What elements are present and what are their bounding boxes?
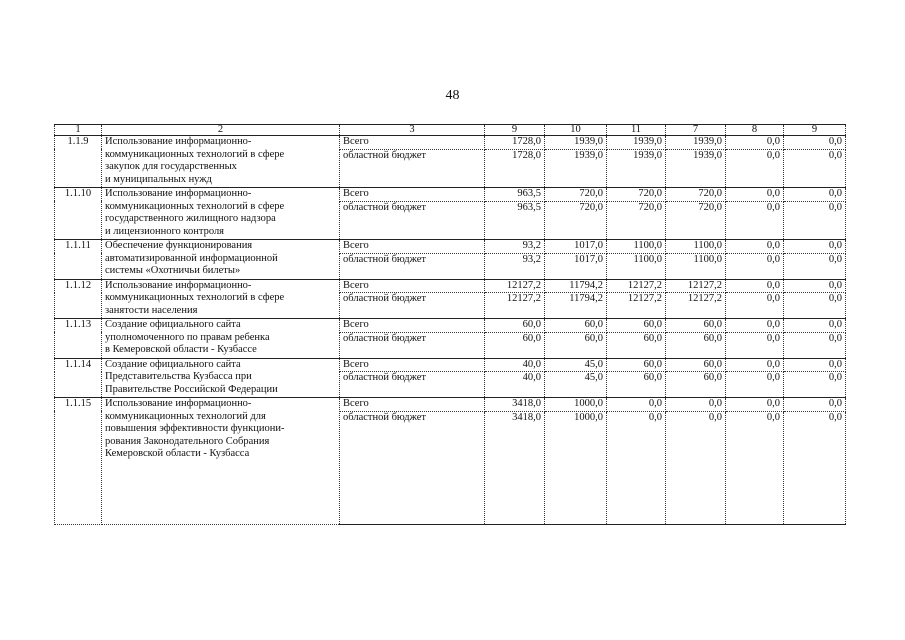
value-cell: 0,0 xyxy=(784,398,846,412)
description-line: Представительства Кузбасса при xyxy=(105,371,252,382)
funding-source: Всего xyxy=(340,279,485,293)
value-cell: 12127,2 xyxy=(666,293,726,319)
value-cell: 1939,0 xyxy=(545,136,607,150)
funding-source: областной бюджет xyxy=(340,411,485,524)
table-row xyxy=(55,136,846,150)
value-cell: 0,0 xyxy=(666,398,726,412)
description-line: Использование информационно- xyxy=(105,188,252,199)
value-cell: 1100,0 xyxy=(607,253,666,279)
item-code: 1.1.12 xyxy=(55,279,102,319)
value-cell: 1017,0 xyxy=(545,253,607,279)
funding-source: Всего xyxy=(340,136,485,150)
column-header: 9 xyxy=(485,125,545,136)
value-cell: 11794,2 xyxy=(545,279,607,293)
value-cell: 3418,0 xyxy=(485,411,545,524)
description-line: повышения эффективности функциони- xyxy=(105,423,285,434)
value-cell: 11794,2 xyxy=(545,293,607,319)
column-header: 10 xyxy=(545,125,607,136)
funding-source: Всего xyxy=(340,188,485,202)
value-cell: 0,0 xyxy=(607,411,666,524)
value-cell: 1939,0 xyxy=(666,149,726,188)
funding-source: Всего xyxy=(340,319,485,333)
value-cell: 0,0 xyxy=(784,358,846,372)
value-cell: 1000,0 xyxy=(545,398,607,412)
table-row xyxy=(55,319,846,333)
value-cell: 0,0 xyxy=(726,149,784,188)
value-cell: 0,0 xyxy=(726,398,784,412)
header-row xyxy=(55,125,846,136)
value-cell: 720,0 xyxy=(607,188,666,202)
value-cell: 0,0 xyxy=(784,293,846,319)
value-cell: 60,0 xyxy=(607,358,666,372)
value-cell: 0,0 xyxy=(726,201,784,240)
description-line: уполномоченного по правам ребенка xyxy=(105,331,270,343)
item-code: 1.1.9 xyxy=(55,136,102,188)
page-number: 48 xyxy=(445,88,460,103)
value-cell: 12127,2 xyxy=(485,293,545,319)
value-cell: 1728,0 xyxy=(485,136,545,150)
description-line: в Кемеровской области - Кузбассе xyxy=(105,344,257,355)
value-cell: 963,5 xyxy=(485,188,545,202)
value-cell: 0,0 xyxy=(726,279,784,293)
value-cell: 12127,2 xyxy=(607,293,666,319)
value-cell: 0,0 xyxy=(726,240,784,254)
budget-table xyxy=(54,124,846,525)
value-cell: 12127,2 xyxy=(485,279,545,293)
value-cell: 60,0 xyxy=(607,332,666,358)
value-cell: 0,0 xyxy=(726,188,784,202)
description-line: государственного жилищного надзора xyxy=(105,213,276,224)
column-header: 7 xyxy=(666,125,726,136)
value-cell: 45,0 xyxy=(545,372,607,398)
value-cell: 0,0 xyxy=(784,319,846,333)
funding-source: областной бюджет xyxy=(340,149,485,188)
value-cell: 0,0 xyxy=(784,332,846,358)
funding-source: Всего xyxy=(340,358,485,372)
value-cell: 0,0 xyxy=(726,358,784,372)
description-line: Обеспечение функционирования xyxy=(105,240,253,251)
funding-source: Всего xyxy=(340,398,485,412)
value-cell: 93,2 xyxy=(485,253,545,279)
value-cell: 0,0 xyxy=(784,253,846,279)
funding-source: областной бюджет xyxy=(340,332,485,358)
funding-source: областной бюджет xyxy=(340,253,485,279)
value-cell: 60,0 xyxy=(545,332,607,358)
value-cell: 720,0 xyxy=(607,201,666,240)
description-line: системы «Охотничьи билеты» xyxy=(105,265,241,276)
value-cell: 60,0 xyxy=(666,358,726,372)
item-description xyxy=(102,358,340,398)
value-cell: 0,0 xyxy=(784,201,846,240)
column-header: 9 xyxy=(784,125,846,136)
value-cell: 0,0 xyxy=(726,332,784,358)
value-cell: 0,0 xyxy=(784,149,846,188)
item-description xyxy=(102,319,340,359)
description-line: коммуникационных технологий в сфере xyxy=(105,292,285,303)
value-cell: 45,0 xyxy=(545,358,607,372)
value-cell: 40,0 xyxy=(485,358,545,372)
value-cell: 0,0 xyxy=(726,411,784,524)
column-header: 3 xyxy=(340,125,485,136)
value-cell: 720,0 xyxy=(545,201,607,240)
value-cell: 0,0 xyxy=(607,398,666,412)
table-row xyxy=(55,188,846,202)
item-code: 1.1.13 xyxy=(55,319,102,359)
column-header: 1 xyxy=(55,125,102,136)
item-description xyxy=(102,279,340,319)
item-description xyxy=(102,398,340,525)
value-cell: 0,0 xyxy=(726,253,784,279)
description-line: Использование информационно- xyxy=(105,398,252,409)
value-cell: 1000,0 xyxy=(545,411,607,524)
description-line: Использование информационно- xyxy=(105,279,252,291)
description-line: Использование информационно- xyxy=(105,136,252,147)
value-cell: 0,0 xyxy=(784,279,846,293)
description-line: рования Законодательного Собрания xyxy=(105,435,270,447)
table-row xyxy=(55,240,846,254)
value-cell: 720,0 xyxy=(666,201,726,240)
funding-source: Всего xyxy=(340,240,485,254)
item-description xyxy=(102,136,340,188)
description-line: Создание официального сайта xyxy=(105,358,241,370)
value-cell: 60,0 xyxy=(607,372,666,398)
item-description xyxy=(102,240,340,280)
value-cell: 0,0 xyxy=(666,411,726,524)
description-line: коммуникационных технологий для xyxy=(105,410,266,422)
funding-source: областной бюджет xyxy=(340,201,485,240)
value-cell: 60,0 xyxy=(607,319,666,333)
value-cell: 1939,0 xyxy=(607,149,666,188)
value-cell: 1939,0 xyxy=(666,136,726,150)
value-cell: 720,0 xyxy=(666,188,726,202)
description-line: Правительстве Российской Федерации xyxy=(105,383,278,395)
description-line: автоматизированной информационной xyxy=(105,252,278,264)
value-cell: 0,0 xyxy=(784,136,846,150)
value-cell: 1100,0 xyxy=(607,240,666,254)
value-cell: 60,0 xyxy=(485,319,545,333)
column-header: 8 xyxy=(726,125,784,136)
description-line: Создание официального сайта xyxy=(105,319,241,330)
column-header: 11 xyxy=(607,125,666,136)
value-cell: 60,0 xyxy=(666,332,726,358)
table-row xyxy=(55,398,846,412)
value-cell: 0,0 xyxy=(784,411,846,524)
value-cell: 1017,0 xyxy=(545,240,607,254)
value-cell: 60,0 xyxy=(545,319,607,333)
value-cell: 0,0 xyxy=(784,240,846,254)
value-cell: 0,0 xyxy=(784,372,846,398)
value-cell: 60,0 xyxy=(485,332,545,358)
item-code: 1.1.11 xyxy=(55,240,102,280)
item-description xyxy=(102,188,340,240)
value-cell: 1100,0 xyxy=(666,253,726,279)
description-line: коммуникационных технологий в сфере xyxy=(105,148,285,160)
value-cell: 0,0 xyxy=(726,136,784,150)
value-cell: 12127,2 xyxy=(607,279,666,293)
value-cell: 60,0 xyxy=(666,372,726,398)
description-line: закупок для государственных xyxy=(105,161,237,172)
value-cell: 1939,0 xyxy=(607,136,666,150)
item-code: 1.1.10 xyxy=(55,188,102,240)
value-cell: 12127,2 xyxy=(666,279,726,293)
value-cell: 1939,0 xyxy=(545,149,607,188)
value-cell: 0,0 xyxy=(726,319,784,333)
value-cell: 720,0 xyxy=(545,188,607,202)
table-row xyxy=(55,279,846,293)
description-line: и лицензионного контроля xyxy=(105,225,225,237)
funding-source: областной бюджет xyxy=(340,372,485,398)
description-line: занятости населения xyxy=(105,304,198,316)
value-cell: 60,0 xyxy=(666,319,726,333)
value-cell: 963,5 xyxy=(485,201,545,240)
value-cell: 1728,0 xyxy=(485,149,545,188)
value-cell: 0,0 xyxy=(726,293,784,319)
description-line: и муниципальных нужд xyxy=(105,173,212,185)
table-row xyxy=(55,358,846,372)
value-cell: 3418,0 xyxy=(485,398,545,412)
funding-source: областной бюджет xyxy=(340,293,485,319)
value-cell: 0,0 xyxy=(726,372,784,398)
description-line: коммуникационных технологий в сфере xyxy=(105,200,285,212)
column-header: 2 xyxy=(102,125,340,136)
value-cell: 40,0 xyxy=(485,372,545,398)
value-cell: 0,0 xyxy=(784,188,846,202)
item-code: 1.1.14 xyxy=(55,358,102,398)
value-cell: 1100,0 xyxy=(666,240,726,254)
value-cell: 93,2 xyxy=(485,240,545,254)
description-line: Кемеровской области - Кузбасса xyxy=(105,448,250,459)
item-code: 1.1.15 xyxy=(55,398,102,525)
